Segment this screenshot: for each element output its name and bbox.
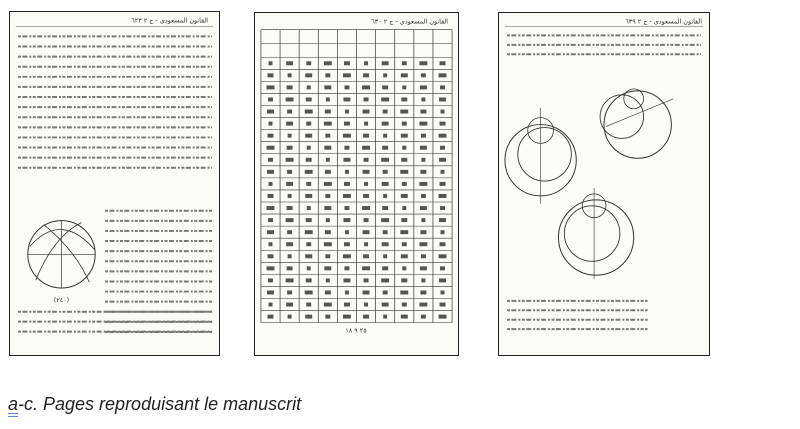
table-cell-glyph	[288, 254, 292, 258]
table-cell-glyph	[421, 97, 425, 101]
table-cell-glyph	[421, 194, 426, 198]
table-cell-glyph	[421, 73, 426, 77]
table-cell-glyph	[267, 146, 275, 150]
table-cell-glyph	[439, 134, 447, 138]
table-cell-glyph	[401, 134, 408, 138]
table-cell-glyph	[267, 206, 275, 210]
table-cell-glyph	[287, 266, 293, 270]
circle-diagram-right	[600, 89, 673, 158]
numeric-table	[261, 30, 452, 323]
table-cell-glyph	[402, 146, 406, 150]
table-cell-glyph	[363, 254, 369, 258]
table-cell-glyph	[441, 170, 445, 174]
table-cell-glyph	[268, 194, 274, 198]
geometric-figure	[28, 221, 95, 288]
table-cell-glyph	[400, 110, 408, 114]
table-cell-glyph	[306, 122, 311, 126]
table-cell-glyph	[267, 230, 274, 234]
table-cell-glyph	[305, 315, 312, 319]
table-cell-glyph	[305, 194, 312, 198]
table-cell-glyph	[306, 182, 311, 186]
table-cell-glyph	[441, 110, 445, 114]
table-cell-glyph	[268, 254, 274, 258]
table-cell-glyph	[383, 73, 387, 77]
table-cell-glyph	[440, 303, 446, 307]
table-cell-glyph	[382, 242, 389, 246]
table-cell-glyph	[324, 61, 332, 65]
table-cell-glyph	[286, 278, 294, 282]
table-cell-glyph	[286, 61, 293, 65]
table-cell-glyph	[364, 158, 369, 162]
table-cell-glyph	[305, 254, 312, 258]
table-cell-glyph	[364, 278, 369, 282]
table-cell-glyph	[439, 218, 446, 222]
table-cell-glyph	[383, 194, 387, 198]
table-cell-glyph	[421, 158, 425, 162]
table-cell-glyph	[419, 182, 427, 186]
table-cell-glyph	[402, 182, 407, 186]
table-cell-glyph	[307, 206, 311, 210]
table-cell-glyph	[286, 182, 293, 186]
table-cell-glyph	[286, 97, 294, 101]
table-cell-glyph	[343, 73, 351, 77]
table-cell-glyph	[306, 218, 312, 222]
table-cell-glyph	[402, 303, 407, 307]
table-cell-glyph	[268, 278, 273, 282]
table-cell-glyph	[324, 182, 332, 186]
table-cell-glyph	[421, 254, 426, 258]
table-cell-glyph	[344, 61, 350, 65]
table-cell-glyph	[421, 278, 425, 282]
table-cell-glyph	[307, 85, 311, 89]
table-cell-glyph	[324, 206, 331, 210]
table-cell-glyph	[325, 230, 331, 234]
table-cell-glyph	[307, 146, 311, 150]
table-cell-glyph	[362, 146, 370, 150]
table-cell-glyph	[306, 278, 312, 282]
table-cell-glyph	[325, 110, 331, 114]
table-cell-glyph	[420, 206, 427, 210]
table-cell-glyph	[287, 85, 293, 89]
table-cell-glyph	[363, 110, 370, 114]
table-cell-glyph	[267, 290, 274, 294]
table-cell-glyph	[269, 303, 273, 307]
table-cell-glyph	[344, 242, 350, 246]
table-cell-glyph	[286, 122, 293, 126]
table-cell-glyph	[381, 97, 389, 101]
table-cell-glyph	[383, 170, 388, 174]
table-cell-glyph	[345, 290, 349, 294]
figure-caption	[8, 394, 301, 415]
table-cell-glyph	[363, 290, 370, 294]
table-cell-glyph	[440, 242, 446, 246]
table-cell-glyph	[324, 242, 332, 246]
table-cell-glyph	[364, 218, 369, 222]
table-cell-glyph	[325, 73, 330, 77]
table-cell-glyph	[402, 61, 407, 65]
table-cell-glyph	[325, 290, 331, 294]
table-cell-glyph	[305, 170, 313, 174]
table-cell-glyph	[441, 290, 445, 294]
table-cell-glyph	[344, 85, 349, 89]
table-cell-glyph	[420, 170, 426, 174]
table-cell-glyph	[419, 303, 427, 307]
table-cell-glyph	[439, 194, 447, 198]
manuscript-page-a	[9, 11, 220, 356]
table-cell-glyph	[364, 303, 368, 307]
table-cell-glyph	[382, 303, 389, 307]
table-cell-glyph	[286, 242, 293, 246]
table-cell-glyph	[363, 134, 369, 138]
table-cell-glyph	[382, 206, 388, 210]
table-cell-glyph	[343, 134, 351, 138]
table-cell-glyph	[400, 290, 408, 294]
caption-first-letter: a	[8, 394, 19, 414]
table-cell-glyph	[382, 122, 389, 126]
table-cell-glyph	[268, 158, 273, 162]
table-cell-glyph	[325, 194, 330, 198]
table-cell-glyph	[362, 85, 370, 89]
table-cell-glyph	[420, 230, 426, 234]
page-a-header: القانون المسعودي - ج ٢ ٦٢٣	[131, 16, 209, 25]
table-cell-glyph	[307, 266, 311, 270]
table-cell-glyph	[363, 170, 370, 174]
table-cell-glyph	[268, 218, 273, 222]
table-cell-glyph	[287, 146, 293, 150]
table-cell-glyph	[345, 110, 349, 114]
circle-diagram-bottom	[558, 188, 633, 279]
table-cell-glyph	[439, 315, 447, 319]
table-cell-glyph	[420, 146, 427, 150]
table-cell-glyph	[288, 194, 292, 198]
table-cell-glyph	[440, 61, 446, 65]
table-cell-glyph	[306, 61, 311, 65]
table-cell-glyph	[343, 315, 351, 319]
table-cell-glyph	[364, 61, 368, 65]
table-cell-glyph	[269, 182, 273, 186]
table-cell-glyph	[382, 61, 389, 65]
table-cell-glyph	[381, 278, 389, 282]
table-cell-glyph	[344, 266, 349, 270]
table-cell-glyph	[402, 122, 407, 126]
table-cell-glyph	[343, 218, 350, 222]
table-cell-glyph	[324, 122, 332, 126]
table-cell-glyph	[267, 85, 275, 89]
table-cell-glyph	[439, 278, 446, 282]
table-cell-glyph	[381, 158, 389, 162]
table-cell-glyph	[439, 254, 447, 258]
table-cell-glyph	[288, 73, 292, 77]
table-cell-glyph	[381, 218, 389, 222]
table-cell-glyph	[401, 194, 408, 198]
table-cell-glyph	[324, 146, 331, 150]
table-cell-glyph	[401, 254, 408, 258]
table-cell-glyph	[326, 97, 330, 101]
table-cell-glyph	[419, 242, 427, 246]
table-cell-glyph	[269, 122, 273, 126]
table-cell-glyph	[344, 146, 349, 150]
table-cell-glyph	[382, 266, 388, 270]
table-cell-glyph	[268, 73, 274, 77]
table-cell-glyph	[305, 73, 312, 77]
table-cell-glyph	[325, 254, 330, 258]
table-cell-glyph	[305, 110, 313, 114]
table-cell-glyph	[305, 134, 312, 138]
table-cell-glyph	[421, 218, 425, 222]
table-cell-glyph	[269, 242, 273, 246]
table-cell-glyph	[325, 170, 331, 174]
table-cell-glyph	[344, 303, 350, 307]
table-cell-glyph	[382, 146, 388, 150]
table-cell-glyph	[286, 158, 294, 162]
table-cell-glyph	[441, 230, 445, 234]
table-cell-glyph	[324, 303, 332, 307]
table-cell-glyph	[345, 230, 349, 234]
table-cell-glyph	[267, 170, 274, 174]
table-cell-glyph	[287, 230, 292, 234]
table-cell-glyph	[364, 182, 368, 186]
table-cell-glyph	[343, 158, 350, 162]
table-cell-glyph	[421, 134, 426, 138]
table-cell-glyph	[363, 230, 370, 234]
table-cell-glyph	[401, 218, 407, 222]
table-cell-glyph	[306, 242, 311, 246]
table-cell-glyph	[440, 122, 446, 126]
table-cell-glyph	[343, 194, 351, 198]
table-cell-glyph	[287, 170, 292, 174]
page-b-drawing	[255, 13, 458, 355]
table-cell-glyph	[382, 182, 389, 186]
table-cell-glyph	[324, 266, 331, 270]
table-cell-glyph	[439, 158, 446, 162]
table-cell-glyph	[364, 242, 368, 246]
table-cell-glyph	[420, 290, 426, 294]
page-b-header: القانون المسعودي - ج ٢ ٦٣٠	[371, 17, 449, 26]
table-cell-glyph	[401, 278, 407, 282]
table-cell-glyph	[325, 315, 330, 319]
figure-label: (٢٤٠)	[53, 295, 70, 304]
table-cell-glyph	[440, 206, 445, 210]
table-cell-glyph	[305, 230, 313, 234]
table-cell-glyph	[287, 110, 292, 114]
table-cell-glyph	[363, 73, 369, 77]
caption-text: -c. Pages reproduisant le manuscrit	[18, 394, 302, 414]
table-cell-glyph	[401, 315, 408, 319]
table-cell-glyph	[383, 110, 388, 114]
table-cell-glyph	[306, 97, 312, 101]
table-cell-glyph	[288, 315, 292, 319]
table-cell-glyph	[344, 206, 349, 210]
table-cell-glyph	[286, 218, 294, 222]
table-cell-glyph	[440, 266, 445, 270]
table-cell-glyph	[362, 266, 370, 270]
table-cell-glyph	[382, 85, 388, 89]
table-cell-glyph	[306, 158, 312, 162]
table-cell-glyph	[420, 266, 427, 270]
page-c-drawing	[499, 13, 709, 355]
table-cell-glyph	[324, 85, 331, 89]
table-cell-glyph	[362, 206, 370, 210]
table-cell-glyph	[364, 122, 368, 126]
table-cell-glyph	[440, 85, 445, 89]
table-cell-glyph	[402, 242, 407, 246]
table-cell-glyph	[401, 73, 408, 77]
table-cell-glyph	[305, 290, 313, 294]
manuscript-page-b	[254, 12, 459, 356]
circle-diagram-left	[505, 108, 576, 204]
page-b-footer: ٢٥ ٩ ١٨	[345, 326, 367, 335]
table-cell-glyph	[287, 290, 292, 294]
table-cell-glyph	[345, 170, 349, 174]
table-cell-glyph	[402, 266, 406, 270]
table-cell-glyph	[439, 97, 446, 101]
table-cell-glyph	[383, 230, 388, 234]
table-cell-glyph	[419, 61, 427, 65]
table-cell-glyph	[306, 303, 311, 307]
table-cell-glyph	[420, 85, 427, 89]
table-cell-glyph	[326, 158, 330, 162]
table-cell-glyph	[383, 315, 387, 319]
table-cell-glyph	[401, 97, 407, 101]
table-cell-glyph	[287, 206, 293, 210]
table-cell-glyph	[343, 278, 350, 282]
table-cell-glyph	[325, 134, 330, 138]
table-cell-glyph	[420, 110, 426, 114]
page-c-header: القانون المسعودي - ج ٢ ٦٣٩	[625, 17, 703, 26]
table-cell-glyph	[439, 73, 447, 77]
table-cell-glyph	[267, 110, 274, 114]
table-cell-glyph	[421, 315, 426, 319]
page-a-drawing	[10, 12, 219, 355]
table-cell-glyph	[400, 170, 408, 174]
table-cell-glyph	[326, 278, 330, 282]
table-cell-glyph	[269, 61, 273, 65]
table-cell-glyph	[267, 266, 275, 270]
table-cell-glyph	[364, 97, 369, 101]
table-cell-glyph	[383, 254, 387, 258]
table-cell-glyph	[363, 315, 369, 319]
table-cell-glyph	[286, 303, 293, 307]
table-cell-glyph	[268, 97, 273, 101]
table-cell-glyph	[440, 146, 445, 150]
table-cell-glyph	[363, 194, 369, 198]
table-cell-glyph	[419, 122, 427, 126]
table-cell-glyph	[402, 85, 406, 89]
table-cell-glyph	[343, 97, 350, 101]
table-cell-glyph	[326, 218, 330, 222]
table-cell-glyph	[383, 290, 388, 294]
table-cell-glyph	[288, 134, 292, 138]
table-cell-glyph	[268, 134, 274, 138]
table-cell-glyph	[343, 254, 351, 258]
table-cell-glyph	[344, 122, 350, 126]
table-cell-glyph	[402, 206, 406, 210]
table-cell-glyph	[401, 158, 407, 162]
table-cell-glyph	[344, 182, 350, 186]
manuscript-page-c	[498, 12, 710, 356]
table-cell-glyph	[440, 182, 446, 186]
table-cell-glyph	[268, 315, 274, 319]
table-cell-glyph	[383, 134, 387, 138]
table-cell-glyph	[400, 230, 408, 234]
